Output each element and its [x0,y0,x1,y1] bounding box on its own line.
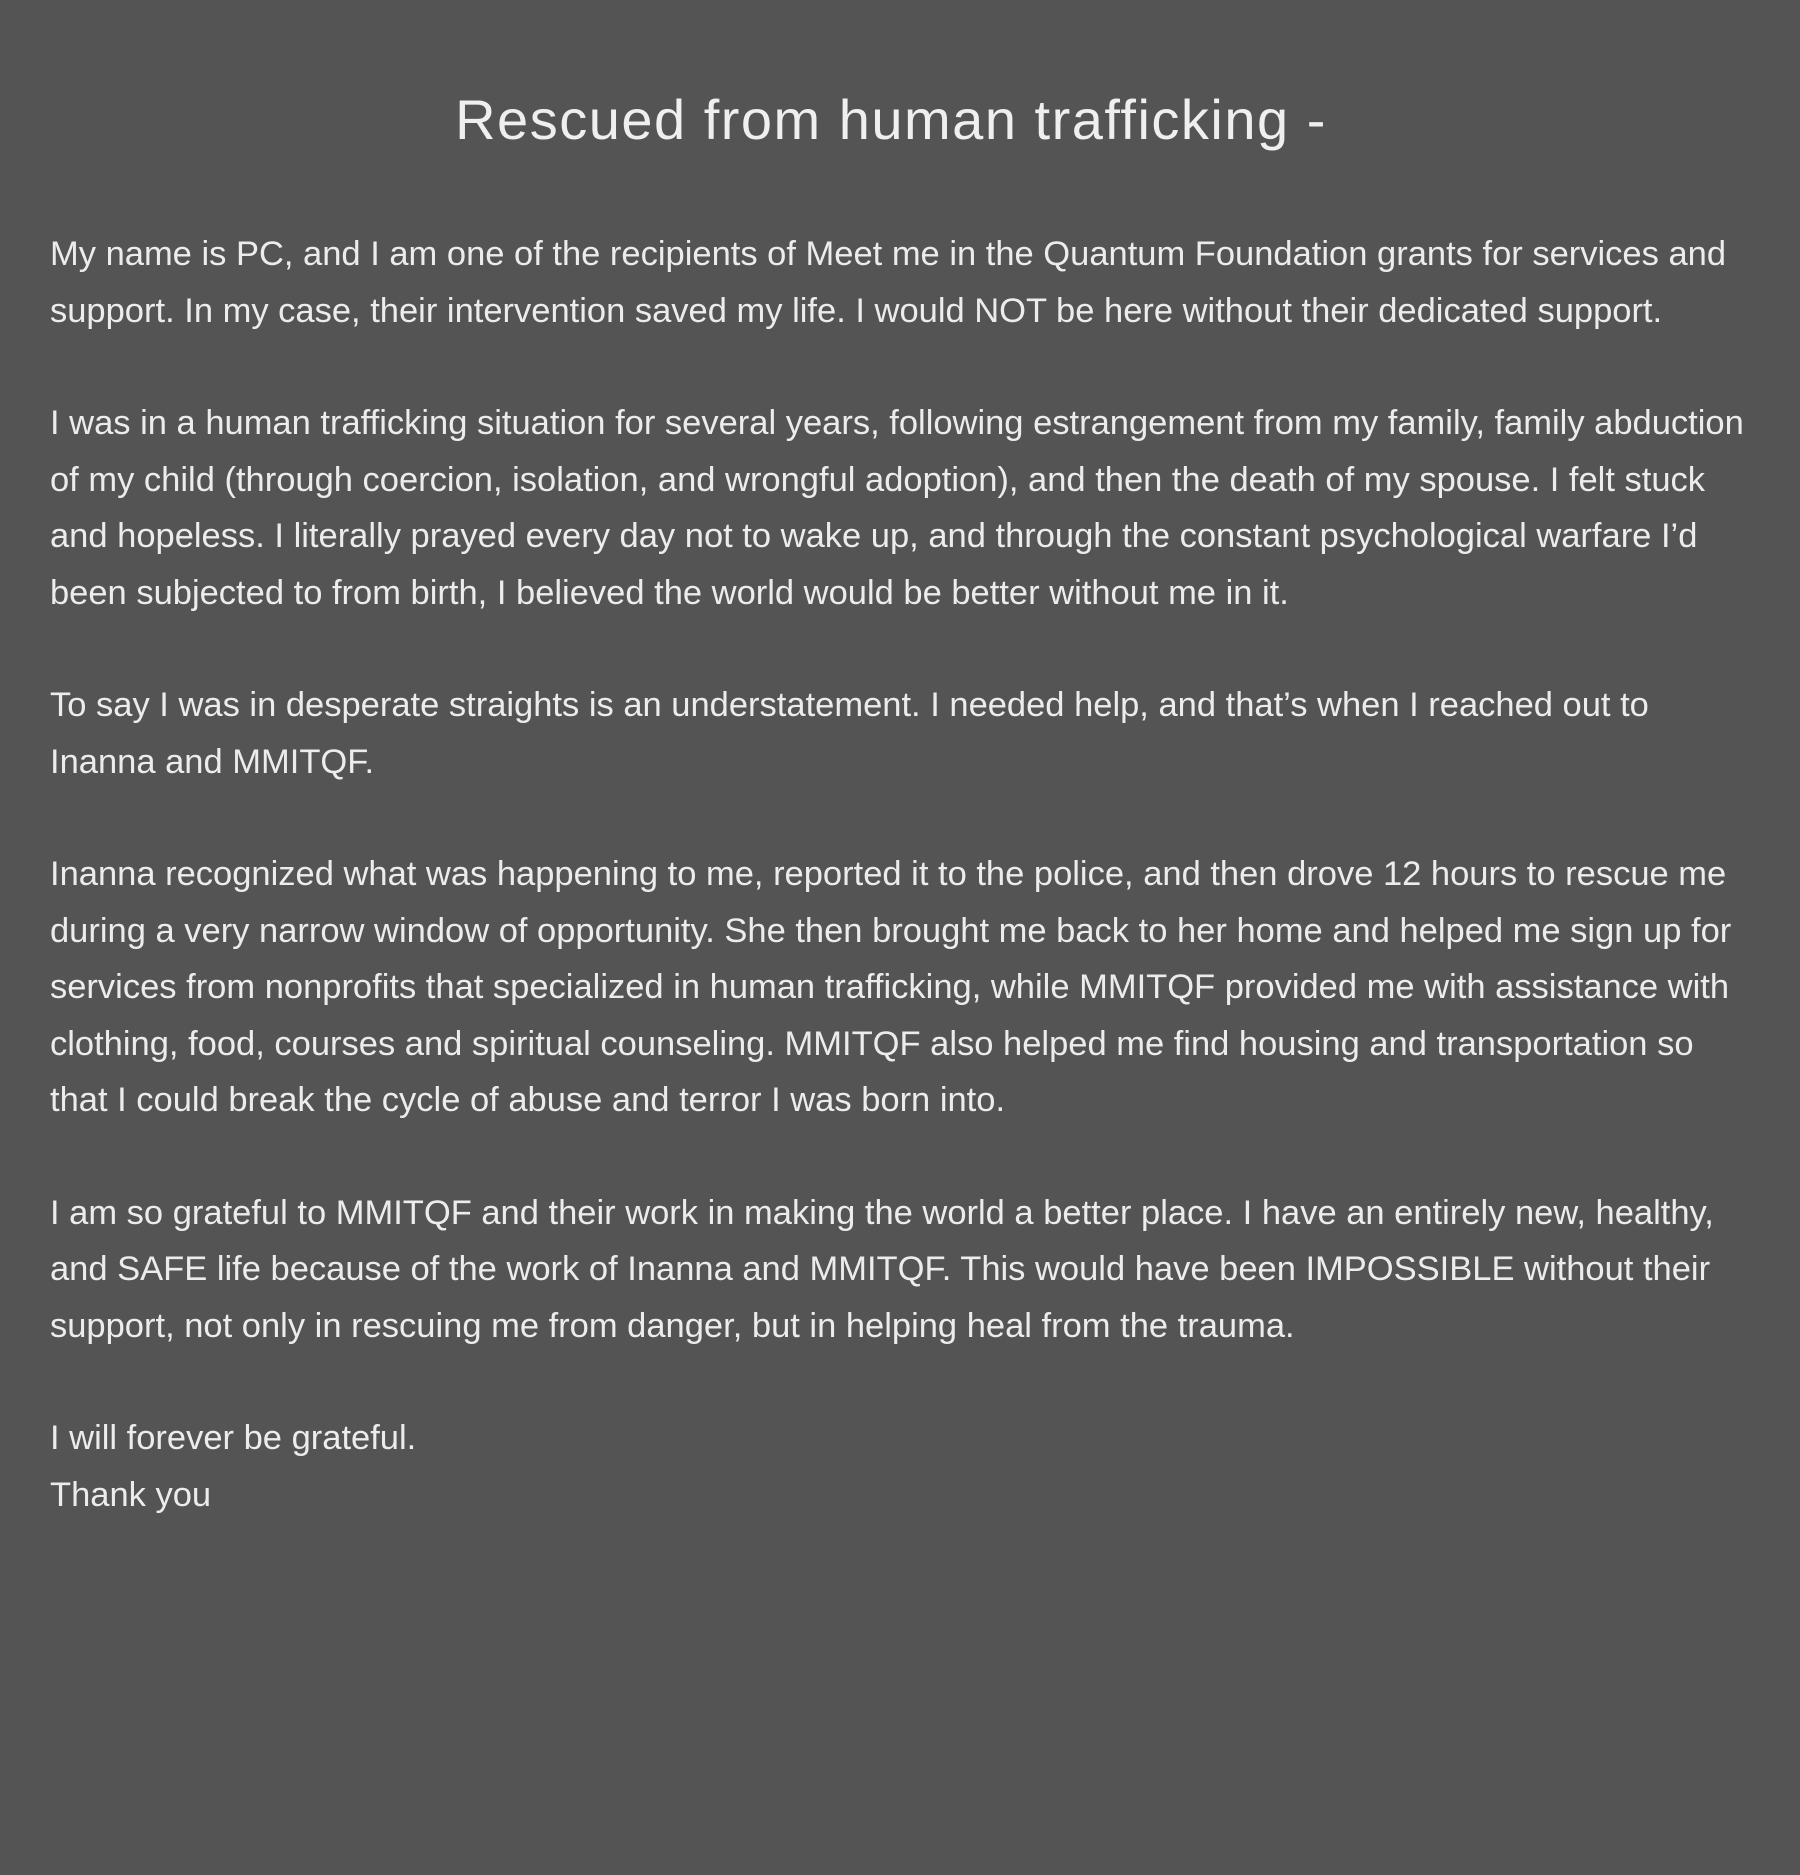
paragraph-intro: My name is PC, and I am one of the recipients of Meet me in the Quantum Foundation grants for services and support. In my case, their intervention saved my life. I would NOT be here without their dedicated support. [50,235,1727,330]
paragraph-situation: I was in a human trafficking situation for several years, following estrangement from my family, family abduction of my child (through coercion, isolation, and wrongful adoption), and then the death of my spouse. I felt stuck and hopeless. I literally prayed every day not to wake up, and through the constant psychological warfare I’d been subjected to from birth, I believed the world would be better without me in it. [50,404,1744,612]
closing-line-grateful: I will forever be grateful. [50,1419,417,1457]
paragraph-gratitude: I am so grateful to MMITQF and their work in making the world a better place. I have an entirely new, healthy, and SAFE life because of the work of Inanna and MMITQF. This would have been IMPOSSIBLE without their support, not only in rescuing me from danger, but in helping heal from the trauma. [50,1193,1714,1345]
closing-line-thank-you: Thank you [50,1475,212,1514]
paragraph-rescue: Inanna recognized what was happening to me, reported it to the police, and then drove 12 hours to rescue me during a very narrow window of opportunity. She then brought me back to her home and helped me sign up for services from nonprofits that specialized in human trafficking, while MMITQF provided me with assistance with clothing, food, courses and spiritual counseling. MMITQF also helped me find housing and transportation so that I could break the cycle of abuse and terror I was born into. [50,855,1732,1119]
paragraph-reached-out: To say I was in desperate straights is an understatement. I needed help, and that’s when I reached out to Inanna and MMITQF. [50,686,1649,781]
closing-block [50,1410,1760,1523]
testimonial-body [50,226,1760,1523]
page-title: Rescued from human trafficking - [455,88,1327,151]
